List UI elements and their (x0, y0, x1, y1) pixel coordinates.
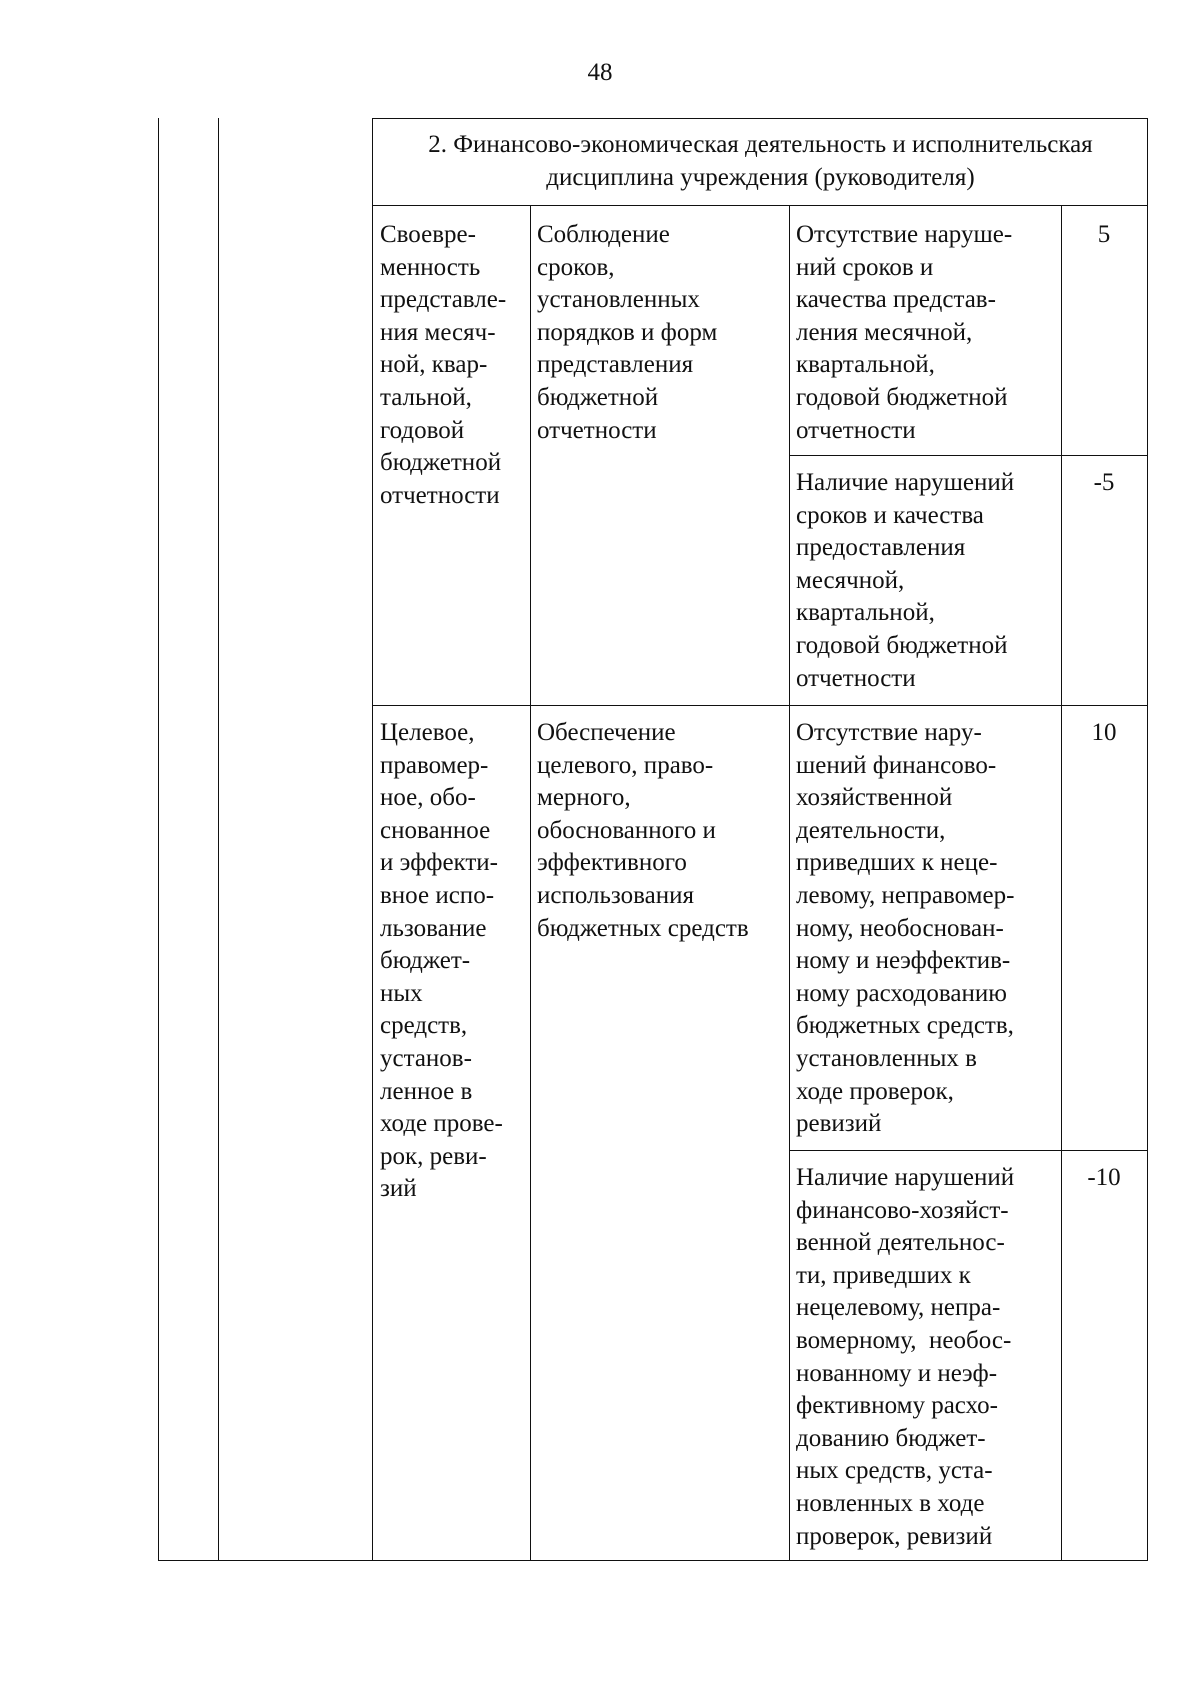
table-border-bottom (158, 1560, 1148, 1561)
row-2-criterion: Обеспечение целевого, право- мерного, обоснованного и эффективного использования бюджетных средств (537, 719, 749, 942)
column-divider-5 (1061, 205, 1062, 1560)
section-header-top (372, 118, 1148, 119)
row-2-score-2: -10 (1087, 1164, 1121, 1191)
row-divider (372, 705, 1148, 706)
condition-divider-2 (789, 1150, 1148, 1151)
row-2-condition-2: Наличие нарушений финансово-хозяйст- венной деятельнос- ти, приведших к нецелевому, непра- вомерному, необос- нованному и неэф- фективному расхо- дованию бюджет- ных средств, уста- новленных в ходе проверок, ревизий (796, 1164, 1015, 1550)
section-title-line-1: 2. Финансово-экономическая деятельность и исполнительская (428, 131, 1093, 158)
section-header-bottom (372, 205, 1148, 206)
row-1-score-2: -5 (1093, 469, 1115, 496)
row-1-indicator: Своевре- менность представле- ния месяч- ной, квар- тальной, годовой бюджетной отчетности (380, 221, 507, 509)
row-1-condition-2: Наличие нарушений сроков и качества предоставления месячной, квартальной, годовой бюджетной отчетности (796, 469, 1015, 692)
table-border-left (158, 118, 159, 1560)
page-number: 48 (587, 59, 613, 86)
row-2-score-1: 10 (1091, 719, 1117, 746)
row-1-criterion: Соблюдение сроков, установленных порядков и форм представления бюджетной отчетности (537, 221, 718, 444)
table-border-right (1147, 118, 1148, 1560)
section-title (374, 128, 1147, 194)
column-divider-1 (218, 118, 219, 1560)
row-2-condition-1: Отсутствие нару- шений финансово- хозяйственной деятельности, приведших к неце- левому, неправомер- ному, необоснован- ному и неэффектив- ному расходованию бюджетных средств, установленных в ходе проверок, ревизий (796, 719, 1015, 1138)
column-divider-4 (789, 205, 790, 1560)
column-divider-3 (530, 205, 531, 1560)
condition-divider-1 (789, 455, 1148, 456)
row-1-score-1: 5 (1097, 221, 1111, 248)
row-1-condition-1: Отсутствие наруше- ний сроков и качества представ- ления месячной, квартальной, годовой бюджетной отчетности (796, 221, 1013, 444)
row-2-indicator: Целевое, правомер- ное, обо- снованное и эффекти- вное испо- льзование бюджет- ных средств, установ- ленное в ходе прове- рок, реви- зий (380, 719, 503, 1203)
section-title-line-2: дисциплина учреждения (руководителя) (546, 164, 975, 191)
column-divider-2 (372, 118, 373, 1560)
